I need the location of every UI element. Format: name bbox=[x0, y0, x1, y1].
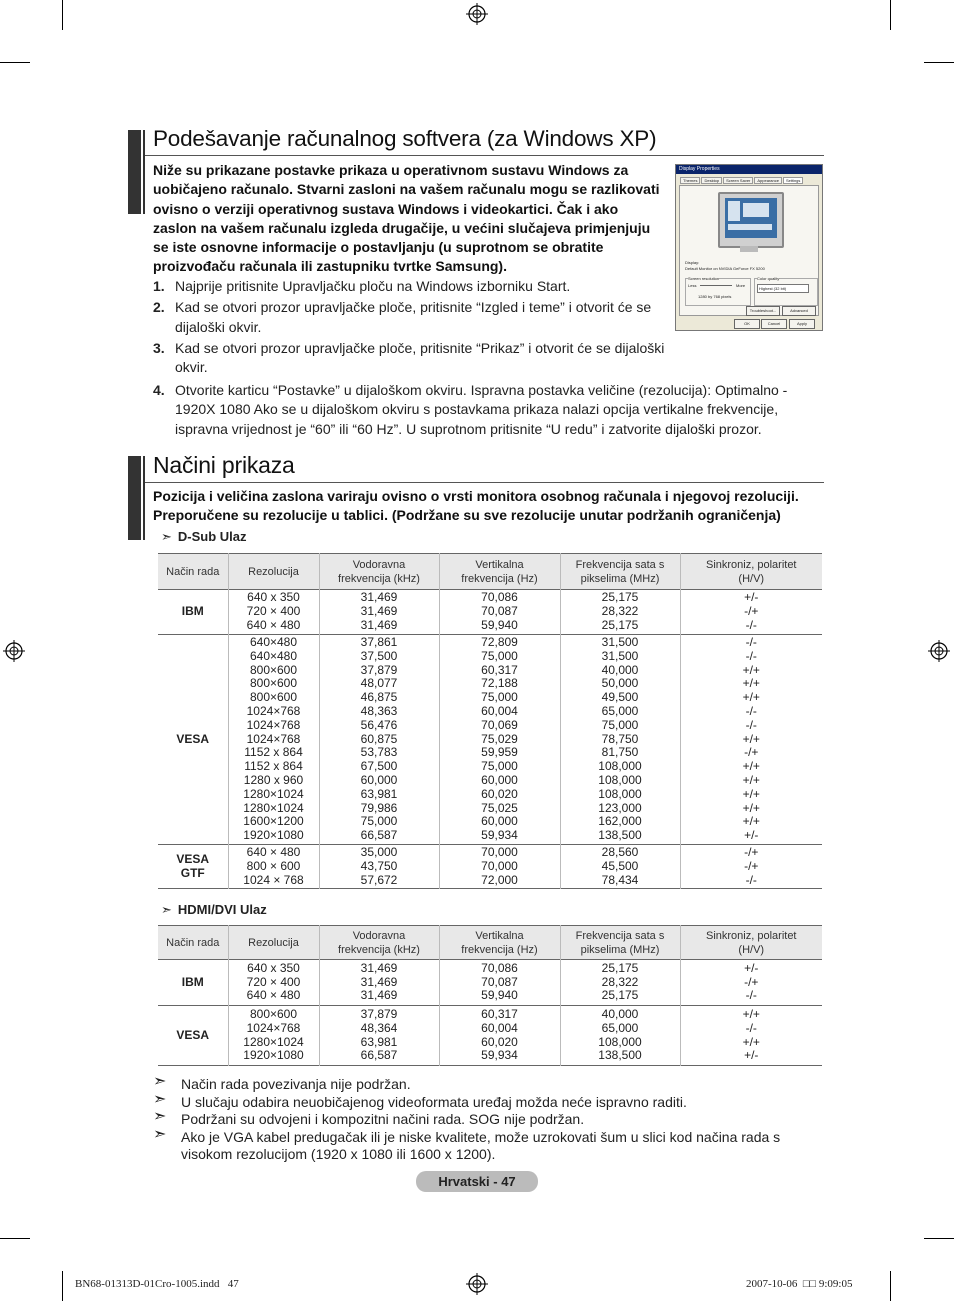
arrow-icon: ➣ bbox=[161, 529, 172, 544]
title-rule bbox=[145, 482, 824, 483]
dialog-panel bbox=[679, 185, 819, 316]
resolution-slider bbox=[700, 285, 732, 286]
imprint-date: 2007-10-06 □□ 9:09:05 bbox=[746, 1278, 853, 1290]
section-marker bbox=[128, 130, 141, 214]
crop-mark bbox=[0, 62, 30, 63]
display-label: Display: bbox=[685, 260, 700, 265]
col-header: Vodoravna frekvencija (kHz) bbox=[319, 554, 439, 590]
col-header: Frekvencija sata s pikselima (MHz) bbox=[560, 926, 680, 960]
col-header: Rezolucija bbox=[228, 554, 319, 590]
step-item: 1. Najprije pritisnite Upravljačku ploču na Windows izborniku Start. bbox=[153, 278, 571, 294]
table-row: VESA GTF 640 × 480 800 × 600 1024 × 768 35,000 43,750 57,672 70,000 70,000 72,000 28,560 45,500 78,434 -/+ -/+ -/- bbox=[158, 845, 822, 889]
title-rule bbox=[145, 155, 824, 156]
note-item: ➣ Način rada povezivanja nije podržan. bbox=[153, 1073, 411, 1092]
step-item: 2. Kad se otvori prozor upravljačke ploče, pritisnite “Izgled i teme” i otvorit će se dijaloški okvir. bbox=[153, 299, 652, 335]
col-header: Vodoravna frekvencija (kHz) bbox=[319, 926, 439, 960]
crop-mark bbox=[890, 1271, 891, 1301]
slider-less: Less bbox=[688, 283, 697, 288]
cancel-button: Cancel bbox=[761, 319, 787, 329]
dsub-heading: ➣ D-Sub Ulaz bbox=[161, 529, 247, 544]
dsub-table bbox=[158, 553, 822, 889]
note-item: ➣ Ako je VGA kabel predugačak ili je niske kvalitete, može uzrokovati šum u slici kod načina rada s visokom rezolucijom (1920 x 1080 ili 1600 x 1200). bbox=[153, 1125, 781, 1163]
note-item: ➣ U slučaju odabira neuobičajenog videoformata uređaj možda neće ispravno raditi. bbox=[153, 1090, 687, 1110]
arrow-icon: ➣ bbox=[161, 902, 172, 917]
notes-list bbox=[153, 1073, 813, 1164]
crop-mark bbox=[924, 1238, 954, 1239]
step-item: 4. Otvorite karticu “Postavke” u dijaloškom okviru. Ispravna postavka veličine (rezolucija): Optimalno - 1920X 1080 Ako se u dijaloškom okviru s postavkama prikaza nalazi opcija vertikalne frekvencije, ispravna vrijednost je “60” ili “60 Hz”. U suprotnom pritisnite “U redu” i zatvorite dijaloški prozor. bbox=[153, 382, 788, 437]
apply-button: Apply bbox=[789, 319, 815, 329]
col-header: Vertikalna frekvencija (Hz) bbox=[439, 554, 560, 590]
arrow-icon: ➣ bbox=[153, 1073, 167, 1090]
crop-mark bbox=[924, 62, 954, 63]
display-properties-dialog bbox=[675, 164, 823, 331]
imprint-file: BN68-01313D-01Cro-1005.indd 47 bbox=[75, 1278, 239, 1290]
monitor-icon bbox=[718, 192, 784, 248]
table-header-row bbox=[158, 554, 822, 590]
steps-list bbox=[153, 277, 665, 379]
registration-mark-icon bbox=[466, 1273, 488, 1295]
arrow-icon: ➣ bbox=[153, 1108, 167, 1126]
tab-desktop: Desktop bbox=[701, 177, 722, 184]
registration-mark-icon bbox=[3, 640, 25, 662]
advanced-button: Advanced bbox=[782, 306, 816, 316]
crop-mark bbox=[0, 1238, 30, 1239]
arrow-icon: ➣ bbox=[153, 1125, 167, 1143]
col-header: Rezolucija bbox=[228, 926, 319, 960]
ok-button: OK bbox=[734, 319, 760, 329]
col-header: Sinkroniz, polaritet (H/V) bbox=[680, 926, 822, 960]
crop-mark bbox=[890, 0, 891, 30]
col-header: Sinkroniz, polaritet (H/V) bbox=[680, 554, 822, 590]
col-header: Način rada bbox=[158, 554, 228, 590]
hdmi-table bbox=[158, 925, 822, 1066]
table-header-row bbox=[158, 926, 822, 960]
tab-themes: Themes bbox=[680, 177, 700, 184]
tab-settings: Settings bbox=[783, 177, 803, 184]
registration-mark-icon bbox=[466, 3, 488, 25]
note-item: ➣ Podržani su odvojeni i kompozitni načini rada. SOG nije podržan. bbox=[153, 1108, 585, 1128]
color-select: Highest (32 bit) bbox=[757, 284, 809, 293]
registration-mark-icon bbox=[928, 640, 950, 662]
section2-intro: Pozicija i veličina zaslona variraju ovisno o vrsti monitora osobnog računala i njegovoj rezoluciji. Preporučene su rezolucije u tablici. (Podržane su sve rezolucije unutar podržanih ograničenja) bbox=[153, 488, 799, 524]
section1-title: Podešavanje računalnog softvera (za Windows XP) bbox=[153, 126, 657, 151]
crop-mark bbox=[62, 0, 63, 30]
section2-title: Načini prikaza bbox=[153, 452, 295, 478]
steps-list-wide bbox=[153, 381, 813, 441]
dialog-titlebar: Display Properties bbox=[676, 165, 822, 174]
color-label: Color quality bbox=[757, 276, 780, 281]
hdmi-heading: ➣ HDMI/DVI Ulaz bbox=[161, 902, 267, 917]
troubleshoot-button: Troubleshoot... bbox=[746, 306, 780, 316]
display-value: Default Monitor on NVIDIA GeForce FX 5200 bbox=[685, 266, 765, 271]
section1-intro: Niže su prikazane postavke prikaza u operativnom sustavu Windows za uobičajeno računalo. Stvarni zasloni na vašem računalu mogu se razlikovati ovisno o verziji operativnog sustava Windows i videokartici. Čak i ako zaslon na vašem računalu izgleda drugačije, u većini slučajeva primjenjuju se iste osnovne informacije o postavljanju (u suprotnom se obratite proizvođaču računala ili zastupniku tvrtke Samsung). bbox=[153, 162, 660, 275]
tab-appearance: Appearance bbox=[754, 177, 782, 184]
resolution-label: Screen resolution bbox=[688, 276, 720, 281]
col-header: Frekvencija sata s pikselima (MHz) bbox=[560, 554, 680, 590]
tab-screen-saver: Screen Saver bbox=[723, 177, 753, 184]
table-row: VESA 800×600 1024×768 1280×1024 1920×1080 37,879 48,364 63,981 66,587 60,317 60,004 60,020 59,934 40,000 65,000 108,000 138,500 +/+ -/- +/+ +/- bbox=[158, 1006, 822, 1066]
col-header: Vertikalna frekvencija (Hz) bbox=[439, 926, 560, 960]
dialog-tabs bbox=[680, 177, 803, 184]
arrow-icon: ➣ bbox=[153, 1090, 167, 1108]
table-row: VESA 640×480 640×480 800×600 800×600 800×600 1024×768 1024×768 1024×768 1152 x 864 1152 x 864 1280 x 960 1280×1024 1280×1024 1600×1200 1920×1080 37,861 37,500 37,879 48,077 46,875 48,363 56,476 60,875 53,783 67,500 60,000 63,981 79,986 75,000 66,587 72,809 75,000 60,317 72,188 75,000 60,004 70,069 75,029 59,959 75,000 60,000 60,020 75,025 60,000 59,934 31,500 31,500 40,000 50,000 49,500 65,000 75,000 78,750 81,750 108,000 108,000 108,000 123,000 162,000 138,500 -/- -/- +/+ +/+ +/+ -/- -/- +/+ -/+ +/+ +/+ +/+ +/+ +/+ +/- bbox=[158, 635, 822, 845]
crop-mark bbox=[62, 1271, 63, 1301]
col-header: Način rada bbox=[158, 926, 228, 960]
slider-more: More bbox=[736, 283, 746, 288]
step-item: 3. Kad se otvori prozor upravljačke ploče, pritisnite “Prikaz” i otvorit će se dijaloški okvir. bbox=[153, 339, 665, 376]
table-row: IBM 640 x 350 720 × 400 640 × 480 31,469 31,469 31,469 70,086 70,087 59,940 25,175 28,322 25,175 +/- -/+ -/- bbox=[158, 960, 822, 1006]
resolution-value: 1280 by 768 pixels bbox=[698, 294, 732, 299]
section-marker bbox=[128, 456, 141, 540]
page-number-badge: Hrvatski - 47 bbox=[416, 1171, 538, 1192]
table-row: IBM 640 x 350 720 × 400 640 × 480 31,469 31,469 31,469 70,086 70,087 59,940 25,175 28,322 25,175 +/- -/+ -/- bbox=[158, 590, 822, 635]
